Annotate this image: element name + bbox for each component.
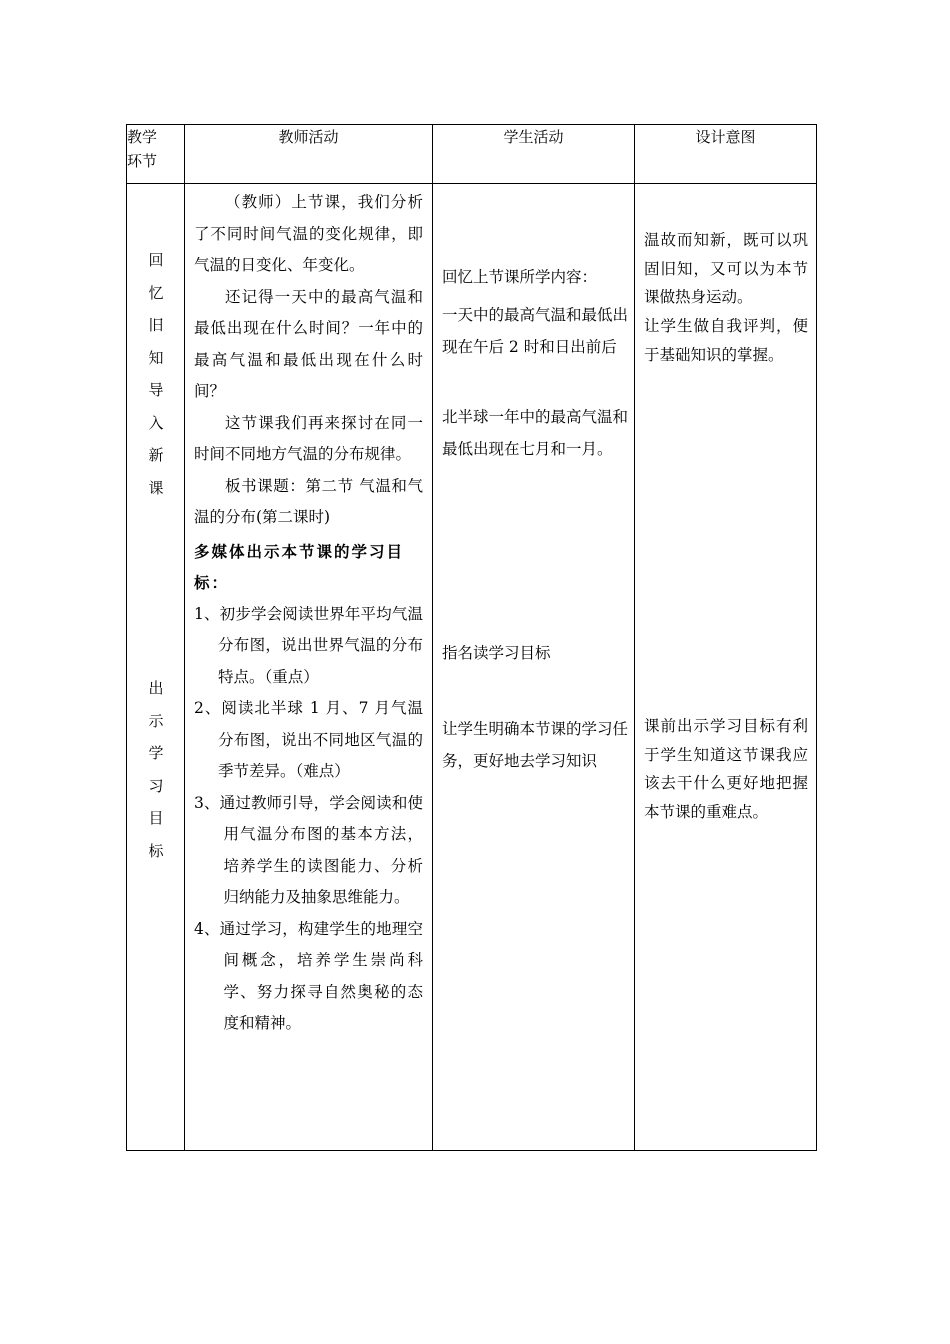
student-clarify: 让学生明确本节课的学习任务，更好地去学习知识	[442, 720, 629, 770]
header-student: 学生活动	[433, 125, 635, 184]
stage-char: 旧	[148, 316, 164, 334]
stage-char: 回	[148, 251, 164, 269]
design-self-eval: 让学生做自我评判，便于基础知识的掌握。	[644, 317, 808, 364]
lesson-plan-table	[126, 124, 817, 1151]
stage-objectives	[127, 672, 185, 867]
stage-char: 目	[148, 809, 164, 827]
stage-cell	[127, 184, 185, 1151]
goal-item: 1、初步学会阅读世界年平均气温分布图，说出世界气温的分布特点。（重点）	[194, 604, 423, 686]
design-review: 温故而知新，既可以巩固旧知，又可以为本节课做热身运动。	[644, 231, 808, 306]
design-cell	[635, 184, 817, 1151]
teacher-intro: （教师）上节课，我们分析了不同时间气温的变化规律，即气温的日变化、年变化。	[194, 193, 423, 274]
teacher-question: 还记得一天中的最高气温和最低出现在什么时间？一年中的最高气温和最低出现在什么时间？	[194, 287, 423, 400]
stage-char: 导	[148, 381, 164, 399]
stage-char: 示	[148, 711, 164, 730]
teacher-board-title: 板书课题：第二节 气温和气温的分布(第二课时)	[194, 476, 423, 526]
stage-char: 新	[148, 446, 164, 464]
stage-char: 学	[148, 744, 164, 762]
header-design: 设计意图	[635, 125, 817, 184]
student-year-answer: 北半球一年中的最高气温和最低出现在七月和一月。	[442, 408, 629, 458]
header-teacher: 教师活动	[185, 125, 433, 184]
stage-char: 知	[148, 348, 164, 367]
stage-char: 入	[148, 413, 164, 432]
body-row	[127, 184, 817, 1151]
design-objectives: 课前出示学习目标有利于学生知道这节课我应该去干什么更好地把握本节课的重难点。	[644, 717, 808, 821]
student-recall: 回忆上节课所学内容：	[442, 268, 598, 286]
student-read-goals: 指名读学习目标	[442, 644, 551, 662]
header-stage-text: 教学环节	[127, 128, 158, 170]
media-heading: 多媒体出示本节课的学习目标：	[194, 541, 405, 592]
stage-char: 课	[148, 478, 164, 497]
stage-review	[127, 244, 185, 504]
header-row	[127, 125, 817, 184]
goal-item: 4、通过学习，构建学生的地理空间概念，培养学生崇尚科学、努力探寻自然奥秘的态度和精神。	[194, 919, 423, 1032]
header-stage	[127, 125, 185, 184]
student-day-answer: 一天中的最高气温和最低出现在午后 2 时和日出前后	[442, 306, 629, 356]
goal-item: 2、阅读北半球 1 月、7 月气温分布图，说出不同地区气温的季节差异。（难点）	[194, 699, 423, 780]
teacher-transition: 这节课我们再来探讨在同一时间不同地方气温的分布规律。	[194, 413, 423, 463]
stage-char: 标	[148, 841, 164, 860]
stage-char: 忆	[148, 283, 164, 302]
student-cell	[433, 184, 635, 1151]
stage-char: 习	[148, 776, 164, 795]
teacher-content	[194, 187, 423, 1040]
goal-item: 3、通过教师引导，学会阅读和使用气温分布图的基本方法，培养学生的读图能力、分析归纳能力及抽象思维能力。	[194, 793, 423, 906]
stage-char: 出	[148, 679, 164, 697]
teacher-cell	[185, 184, 433, 1151]
